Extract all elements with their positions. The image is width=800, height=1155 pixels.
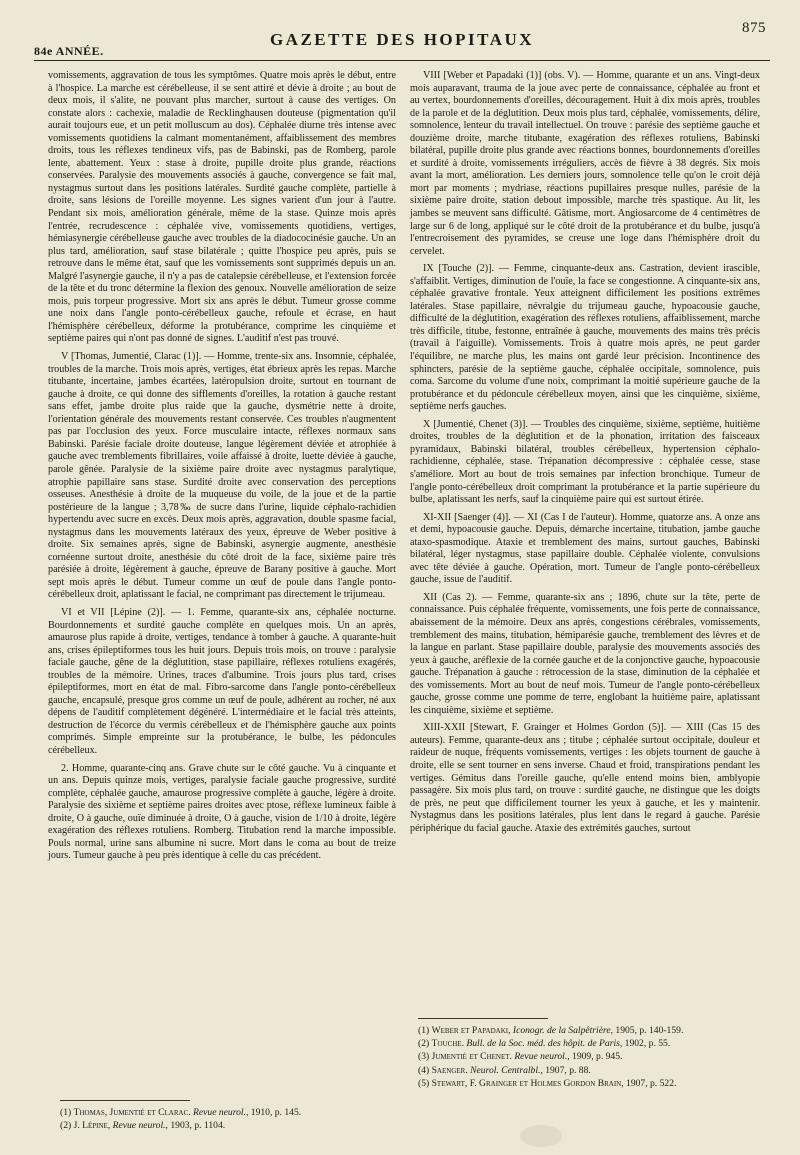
case-paragraph: XI-XII [Saenger (4)]. — XI (Cas I de l'auteur). Homme, quatorze ans. A onze ans et demi, hypoacousie gauche. Depuis, démarche incertaine, titubation, jambe gauche ataxo-spasmodique. Ataxie et tremblement des mains, surtout gauches, Babinski bilatéral, léger nystagmus, stase papillaire double. Céphalée violente, convulsions avec tête déviée à gauche. Opération, mort. Tumeur de l'angle ponto-cérébelleux gauche, issue de l'auditif. [410, 511, 760, 586]
footnote-authors: Saenger. [431, 1064, 468, 1076]
case-paragraph: X [Jumentié, Chenet (3)]. — Troubles des cinquième, sixième, septième, huitième droites, troubles de la déglutition et de la phonation, irritation des faisceaux pyramidaux, Babinski bilatéral, troubles cérébelleux, hypertension céphalo-rachidienne, céphalée, stase. Trépanation décompressive : céphalée cesse, stase s'améliore. Mort au bout de trois semaines par infection bronchique. Tumeur de l'angle ponto-cérébelleux droit comprimant la protubérance et la partie supérieure du bulbe, aplatissant les nerfs, sauf la cinquième paire qui est surtout étirée. [410, 418, 760, 506]
ink-smudge [520, 1125, 562, 1147]
footnote-details: , 1907, p. 88. [540, 1064, 591, 1076]
page-header [32, 14, 772, 58]
case-paragraph: IX [Touche (2)]. — Femme, cinquante-deux ans. Castration, devient irascible, s'affaiblit. Vertiges, diminution de l'ouïe, la face se congestionne. A cinquante-six ans, céphalée gravative frontale. Yeux atteignent difficilement les positions extrêmes latérales. Stase papillaire, névralgie du trijumeau gauche, hypoacousie gauche, difficulté de la déglutition, exagération des réflexes rotuliens, affaiblissement, marche très difficile, titube, festonne, entraînée à gauche, mouvements des mains très précis (travail à l'aiguille). Vomissements. Trois à quatre mois après, ne peut garder l'équilibre, ne marche plus, les mains ont gardé leur précision. Incontinence des sphincters, parésie de la septième gauche, céphalée occipitale, somnolence, puis coma. Sarcome du volume d'une noix, comprimant la moitié supérieure gauche de la protubérance et du pédoncule cérébelleux moyen, ainsi que les cinquième, sixième, septième nerfs gauches. [410, 263, 760, 413]
footnote-rule [60, 1100, 190, 1101]
case-paragraph: vomissements, aggravation de tous les symptômes. Quatre mois après le début, entre à l'hospice. La marche est cérébelleuse, il se sent attiré et dévie à droite ; au bout de deux mois, il s'alite, ne pouvant plus marcher, surtout à cause des vertiges. On constate alors : cachexie, maladie de Recklinghausen douteuse (pigmentation qu'il aurait toujours eue, et un petit molluscum au dos). Céphalée diurne très intense avec vomissements quotidiens la calmant momentanément, affaiblissement des membres droits, tous les réflexes tendineux vifs, pas de Babinski, pas de Romberg, parole lente, abattement. Yeux : stase à droite, pupille droite plus grande, réactions conservées. Paralysie des mouvements associés à gauche, convergence se fait mal, nystagmus surtout dans les positions latérales. Surdité gauche complète, partielle à droite, sans lésions de l'oreille moyenne. Les signes varient d'un jour à l'autre. Pendant six mois, amélioration générale, même de la stase. Quinze mois après l'entrée, recrudescence : céphalée vive, vomissements quotidiens, vertiges, hémiasynergie cérébelleuse gauche avec troubles de la diadococinésie gauche. Un an plus tard, amélioration, sauf stase bilatérale ; quitte l'hospice peu après, puis se retrouve dans le même état, sauf que les vomissements sont supprimés depuis un an. Malgré l'asynergie gauche, il n'y a pas de catalepsie cérébelleuse, et l'extension forcée de la tête et du tronc détermine la flexion des genoux. Nouvelle amélioration de seize mois, puis torpeur progressive. Mort six ans après le début. Tumeur grosse comme une noix dans l'angle ponto-cérébelleux gauche, refoule et écrase, en haut l'hémisphère cérébelleux, déforme la protubérance, comprime les cinquième et septième paires qui n'ont pas donné de signes. L'auditif n'est pas trouvé. [48, 70, 396, 345]
footnote-number: (1) [60, 1107, 72, 1118]
footnote-journal: Bull. de la Soc. méd. des hôpit. de Paris [466, 1038, 620, 1050]
footnote-number: (2) [418, 1038, 430, 1050]
footnote [418, 1051, 758, 1063]
footnote-authors: Touche. [431, 1038, 464, 1050]
case-paragraph: VI et VII [Lépine (2)]. — 1. Femme, quarante-six ans, céphalée nocturne. Bourdonnements et surdité gauche complète en quelques mois. Un an après, amaurose plus rapide à droite, vertiges, tendance à tomber à gauche. A quarante-huit ans, crises épileptiformes tous les huit jours. Depuis trois mois, on trouve : paralysie faciale gauche, gêne de la déglutition, stase papillaire, réflexes rotuliens exagérés, troubles de la mémoire. Urines, traces d'albumine. Trois jours plus tard, crises épileptiformes, mort en état de mal. Fibro-sarcome dans l'angle ponto-cérébelleux gauche, encapsulé, presque gros comme un œuf de poule, adhérent au rocher, né aux dépens de l'auditif complètement dégénéré. L'intermédiaire et le facial très atteints, destruction de l'écorce du vermis cérébelleux et de l'hémisphère gauche aux points comprimés. Simple empreinte sur la protubérance, le bulbe, les pédoncules cérébelleux. [48, 606, 396, 756]
footnote-number: (4) [418, 1064, 430, 1076]
footnote-details: , 1910, p. 145. [245, 1107, 302, 1118]
left-column [48, 70, 396, 868]
footnote-journal: Revue neurol. [112, 1120, 166, 1132]
journal-title: GAZETTE DES HOPITAUX [269, 30, 535, 49]
footnote-details: , 1902, p. 55. [619, 1038, 671, 1050]
footnote-details: 1907, p. 522. [623, 1077, 677, 1089]
case-paragraph: 2. Homme, quarante-cinq ans. Grave chute sur le côté gauche. Vu à cinquante et un ans. Depuis quinze mois, vertiges, paralysie faciale gauche progressive, surdité complète, céphalée gauche, amaurose progressive complète à gauche, légère à droite. Paralysie des sixième et septième paires droites avec ptose, réflexe lumineux faible à droite, O à gauche, ouïe diminuée à droite, O à gauche, vision de 1/10 à droite, légère exagération des réflexes rotuliens. Romberg. Titubation rend la marche impossible. Pouls normal, urine sans albumine ni sucre. Mort dans le coma au bout de treize jours. Tumeur gauche à peu près identique à celle du cas précédent. [48, 762, 396, 862]
case-paragraph: XIII-XXII [Stewart, F. Grainger et Holmes Gordon (5)]. — XIII (Cas 15 des auteurs). Femme, quarante-deux ans ; titube ; céphalée surtout occipitale, douleur et raideur de nuque, fréquents vomissements, vertiges : les objets tournent de gauche à droite, elle se sent tourner en sens inverse. Chaud et froid, transpirations pendant les vertiges. Gémitus dans l'oreille gauche, qu'elle entend moins bien, amblyopie passagère. Six mois plus tard, on trouve : surdité gauche, ne distingue que les doigts de près, ne peut que difficilement tourner les yeux à gauche, et les y maintenir. Nystagmus dans les positions latérales, plus lent dans le regard à gauche. Parésie périphérique du facial gauche. Ataxie des extrémités gauches, surtout [410, 722, 760, 834]
footnote-details: , 1905, p. 140-159. [610, 1025, 684, 1036]
footnote-authors: Jumentié et Chenet. [431, 1051, 512, 1063]
footnote [418, 1038, 758, 1050]
footnote-number: (1) [418, 1025, 430, 1036]
footnote-authors: J. Lépine, [73, 1120, 111, 1132]
footnote-details: , 1903, p. 1104. [165, 1120, 226, 1132]
header-rule [34, 60, 770, 61]
footnote-authors: Thomas, Jumentié et Clarac. [73, 1107, 191, 1118]
year-label: 84e ANNÉE. [34, 44, 104, 58]
footnote-authors: Stewart, F. Grainger et Holmes Gordon Brain, [431, 1077, 624, 1089]
footnote-journal: Iconogr. de la Salpêtrière [512, 1025, 611, 1036]
right-column [410, 70, 760, 840]
footnote-number: (3) [418, 1051, 430, 1063]
footnote-number: (2) [60, 1120, 72, 1132]
footnote [60, 1120, 390, 1132]
footnote [60, 1107, 390, 1119]
footnote-journal: Revue neurol. [193, 1107, 246, 1118]
footnote-journal: Neurol. Centralbl. [470, 1064, 541, 1076]
footnote [418, 1025, 758, 1037]
footnote [418, 1078, 758, 1090]
case-paragraph: VIII [Weber et Papadaki (1)] (obs. V). — Homme, quarante et un ans. Vingt-deux mois auparavant, trauma de la joue avec perte de connaissance, céphalée au front et au vertex, bourdonnements d'oreilles, découragement. Huit à dix mois après, troubles de la parole et de la déglutition. Deux mois plus tard, céphalée, vomissements, délire, somnolence, lenteur du travail intellectuel. On trouve : parésie des septième gauche et douzième droite, marche titubante, exagération des réflexes rotuliens, Babinski bilatéral, pupille droite plus grande avec réactions bonnes, bourdonnements d'oreilles et surdité à droite, vomissements irréguliers, accès de fièvre à 38 degrés. Six mois avant la mort, amélioration. Les derniers jours, somnolence telle qu'on le croit déjà mort par moments ; mydriase, réactions pupillaires presque nulles, parésie de la sixième paire droite, station debout impossible, marche très spastique. Au lit, les jambes se meuvent sans difficulté. Gâtisme, mort. Angiosarcome de 4 centimètres de large sur 6 de long, appliqué sur le côté droit de la protubérance et du bulbe, jusqu'à l'entrecroisement des pyramides, se creuse une loge dans l'hémisphère droit du cervelet. [410, 70, 760, 257]
footnote-journal: Revue neurol. [514, 1051, 568, 1063]
case-paragraph: XII (Cas 2). — Femme, quarante-six ans ; 1896, chute sur la tête, perte de connaissance. Puis céphalée fréquente, vomissements, une fois perte de connaissance, abaissement de la mémoire. Deux ans après, congestions cérébrales, vomissements, tremblement des mains, titubation, hémiparésie gauche, tremblement des lèvres et de la langue en parlant. Stase papillaire double, paralysie des mouvements associés des yeux à gauche, aréflexie de la cornée gauche et de la conjonctive gauche, hypoacousie gauche. Trépanation à gauche : rétrocession de la stase, diminution de la céphalée et des vomissements. Mort au bout de neuf mois. Tumeur de l'angle ponto-cérébelleux gauche, grosse comme une pomme de terre, englobant la huitième paire, aplatissant les cinquième, sixième et septième. [410, 591, 760, 716]
footnote [418, 1065, 758, 1077]
footnote-authors: Weber et Papadaki, [431, 1025, 511, 1036]
case-paragraph: V [Thomas, Jumentié, Clarac (1)]. — Homme, trente-six ans. Insomnie, céphalée, troubles de la marche. Trois mois après, vertiges, état ébrieux après les repas. Marche titubante, incertaine, jambes écartées, latéropulsion droite, surtout en tournant de gauche à droite, ce qui donne des sifflements d'oreilles, la rotation à gauche restant sans effet, jambe droite plus raide que la gauche, dysmétrie nette à droite, l'orientation générale des mouvements restant conservée. Ces troubles n'augmentent pas par l'occlusion des yeux. Force musculaire intacte, réflexes normaux sans Babinski. Parésie faciale droite douteuse, langue légèrement déviée et atrophiée à gauche avec tremblements fibrillaires, voile affaissé à droite, luette déviée à gauche, parole gênée. Paralysie de la sixième paire droite avec nystagmus paralytique, atrophie papillaire sans stase. Surdité droite avec conservation des perceptions osseuses. Anesthésie à droite de la muqueuse du voile, de la joue et de la partie postérieure de la langue ; 3,78‰ de sucre dans l'urine, liquide céphalo-rachidien hypertendu avec sucre en excès. Deux mois après, aggravation, double spasme facial, nystagmus dans les mouvements latéraux des yeux, épreuve de Weber positive à droite. Six semaines après, signe de Babinski, asynergie augmente, anesthésie cornéenne surtout droite, anesthésie du côté droit de la face, sixième paire très parésiée à droite, légèrement à gauche, épreuve de Barany positive à gauche. Mort sept mois après le début. Tumeur comme un œuf de poule dans l'angle ponto-cérébelleux droit, aplatissant le facial, ne comprimant pas directement le trijumeau. [48, 351, 396, 601]
left-footnotes [60, 1100, 390, 1133]
footnote-details: , 1909, p. 945. [567, 1051, 623, 1063]
right-footnotes [418, 1018, 758, 1091]
page-number: 875 [742, 20, 766, 36]
footnote-number: (5) [418, 1077, 430, 1089]
footnote-rule [418, 1018, 548, 1019]
